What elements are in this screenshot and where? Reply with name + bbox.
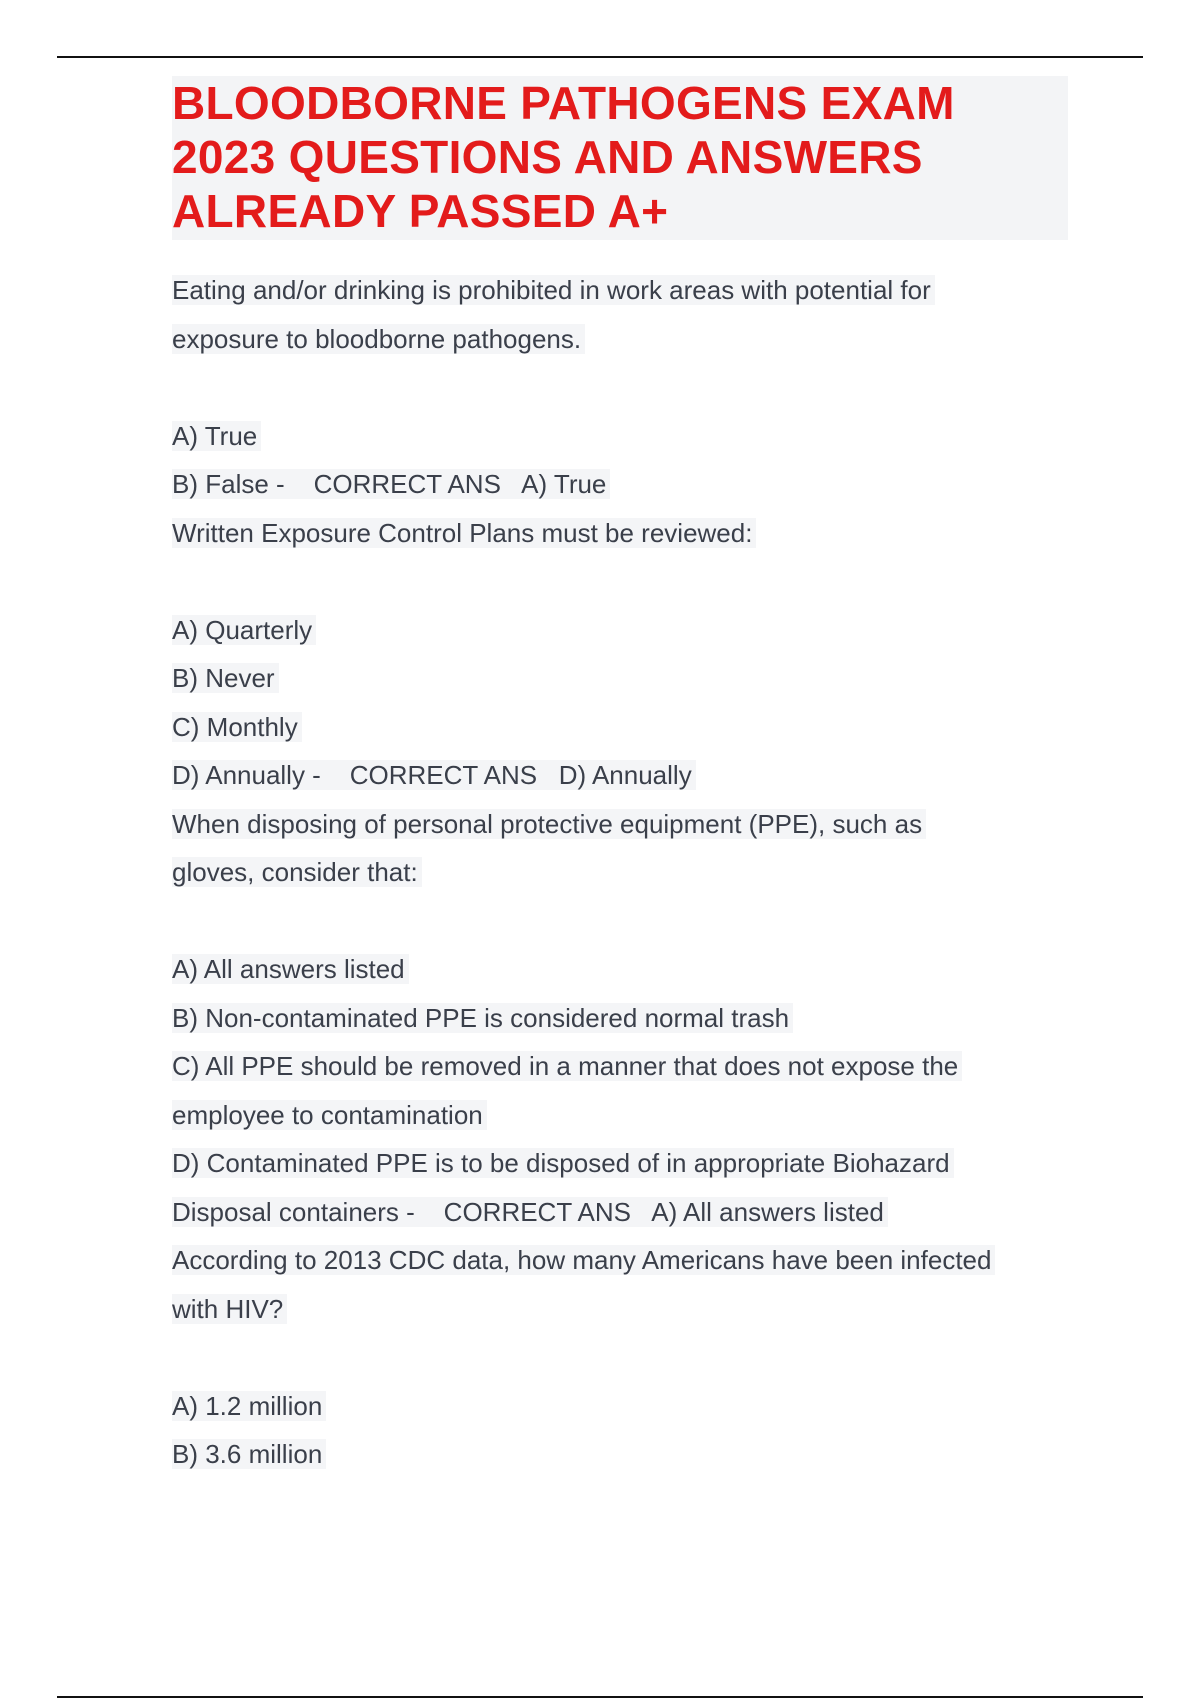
- bottom-rule: [57, 1696, 1143, 1698]
- answer-option: A) 1.2 million: [172, 1382, 1072, 1431]
- title-line: BLOODBORNE PATHOGENS EXAM: [172, 77, 955, 129]
- title-line: 2023 QUESTIONS AND ANSWERS: [172, 131, 923, 183]
- title-line: ALREADY PASSED A+: [172, 185, 669, 237]
- document-body: [172, 76, 1072, 1479]
- question-text: Written Exposure Control Plans must be reviewed:: [172, 509, 1072, 558]
- answer-option: D) Annually - CORRECT ANS D) Annually: [172, 751, 1072, 800]
- spacer: [172, 897, 1072, 946]
- question-2: [172, 509, 1072, 800]
- question-text: Eating and/or drinking is prohibited in work areas with potential for: [172, 266, 1072, 315]
- question-text: exposure to bloodborne pathogens.: [172, 315, 1072, 364]
- spacer: [172, 363, 1072, 412]
- answer-option: A) True: [172, 412, 1072, 461]
- answer-option: B) False - CORRECT ANS A) True: [172, 460, 1072, 509]
- spacer: [172, 1333, 1072, 1382]
- spacer: [172, 557, 1072, 606]
- question-4: [172, 1236, 1072, 1479]
- question-1: [172, 266, 1072, 509]
- question-text: According to 2013 CDC data, how many Americans have been infected: [172, 1236, 1072, 1285]
- question-3: [172, 800, 1072, 1237]
- answer-option: D) Contaminated PPE is to be disposed of in appropriate Biohazard: [172, 1139, 1072, 1188]
- question-text: When disposing of personal protective equipment (PPE), such as: [172, 800, 1072, 849]
- answer-option: C) Monthly: [172, 703, 1072, 752]
- answer-option: A) Quarterly: [172, 606, 1072, 655]
- answer-option: C) All PPE should be removed in a manner that does not expose the: [172, 1042, 1072, 1091]
- answer-option: B) 3.6 million: [172, 1430, 1072, 1479]
- answer-option: B) Non-contaminated PPE is considered normal trash: [172, 994, 1072, 1043]
- document-title: [172, 76, 1068, 238]
- question-text: gloves, consider that:: [172, 848, 1072, 897]
- answer-option: employee to contamination: [172, 1091, 1072, 1140]
- top-rule: [57, 56, 1143, 58]
- question-text: with HIV?: [172, 1285, 1072, 1334]
- answer-option: Disposal containers - CORRECT ANS A) All answers listed: [172, 1188, 1072, 1237]
- answer-option: A) All answers listed: [172, 945, 1072, 994]
- title-block: [172, 76, 1068, 240]
- answer-option: B) Never: [172, 654, 1072, 703]
